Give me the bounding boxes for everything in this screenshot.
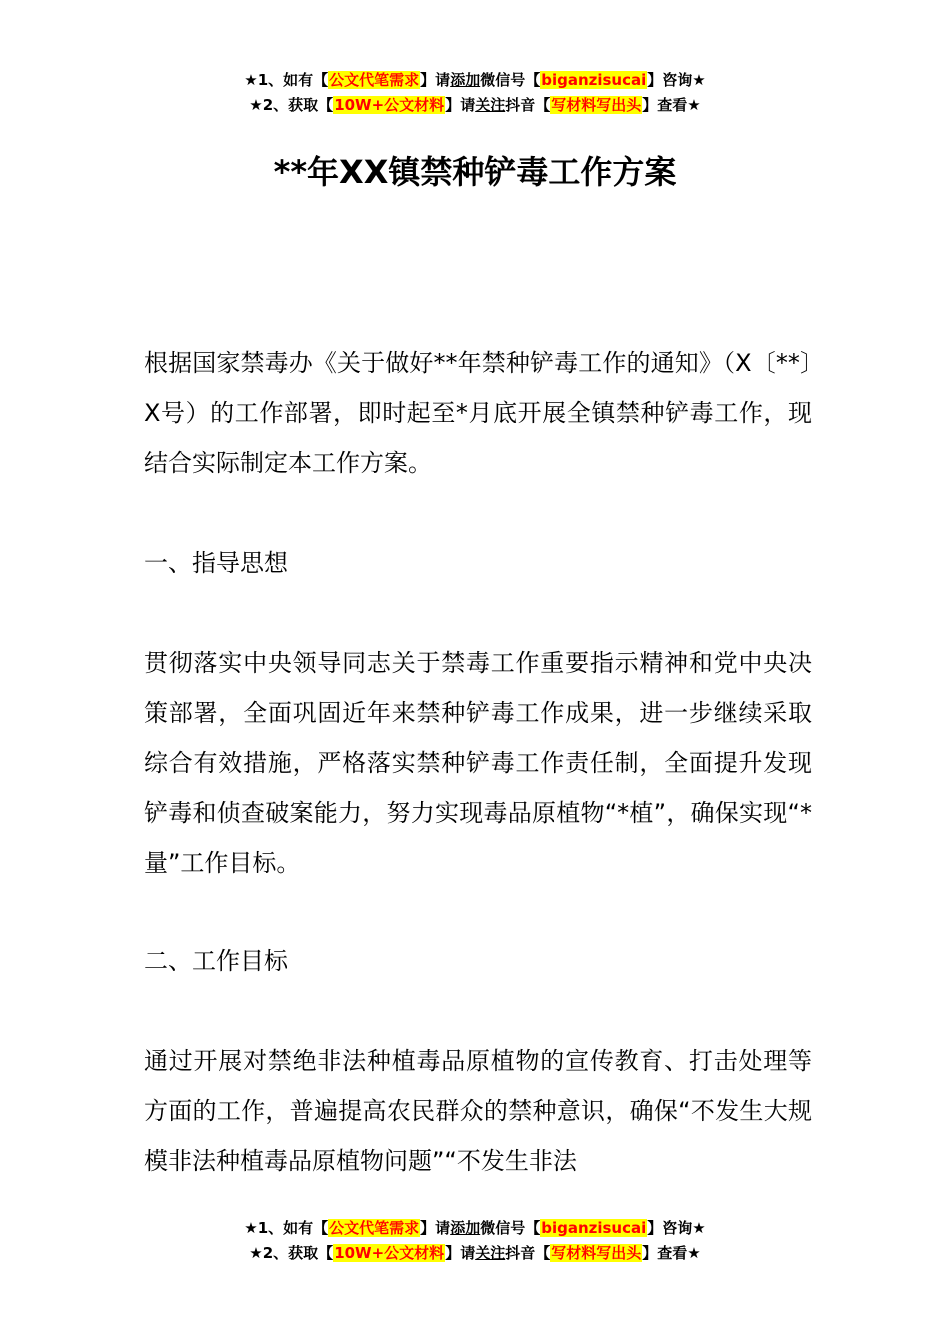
banner-text: ★1、如有【: [244, 71, 329, 89]
banner-highlight: 10W+公文材料: [334, 96, 445, 114]
banner-highlight: 公文代笔需求: [329, 71, 420, 89]
banner-text: 】请: [445, 1244, 476, 1262]
intro-paragraph: 根据国家禁毒办《关于做好**年禁种铲毒工作的通知》（X〔**〕X号）的工作部署，即时起至*月底开展全镇禁种铲毒工作，现结合实际制定本工作方案。: [144, 349, 812, 477]
banner-text: 】查看★: [642, 1244, 701, 1262]
banner-line-2: [0, 93, 950, 118]
section-body-1: 贯彻落实中央领导同志关于禁毒工作重要指示精神和党中央决策部署，全面巩固近年来禁种铲毒工作成果，进一步继续采取综合有效措施，严格落实禁种铲毒工作责任制，全面提升发现铲毒和侦查破案能力，努力实现毒品原植物“*植”，确保实现“*量”工作目标。: [144, 649, 812, 877]
banner-underline: 添加: [450, 1219, 481, 1237]
banner-text: 抖音【: [505, 1244, 551, 1262]
banner-text: 】请: [420, 1219, 451, 1237]
banner-text: 微信号【: [480, 1219, 541, 1237]
banner-highlight: 写材料写出头: [551, 1244, 642, 1262]
banner-text: 】请: [420, 71, 451, 89]
banner-underline: 添加: [450, 71, 481, 89]
banner-highlight: biganzisucai: [541, 1219, 647, 1237]
banner-text: 】查看★: [642, 96, 701, 114]
banner-line-2: [0, 1241, 950, 1266]
banner-line-1: [0, 1216, 950, 1241]
section-heading-1: 一、指导思想: [144, 549, 288, 577]
banner-text: 】咨询★: [647, 1219, 706, 1237]
banner-text: 】咨询★: [647, 71, 706, 89]
banner-text: 】请: [445, 96, 476, 114]
banner-highlight: 公文代笔需求: [329, 1219, 420, 1237]
banner-highlight: 10W+公文材料: [334, 1244, 445, 1262]
banner-text: ★2、获取【: [249, 1244, 334, 1262]
banner-highlight: 写材料写出头: [551, 96, 642, 114]
banner-text: ★1、如有【: [244, 1219, 329, 1237]
banner-line-1: [0, 68, 950, 93]
header-banner: [0, 68, 950, 118]
banner-underline: 关注: [475, 96, 506, 114]
banner-highlight: biganzisucai: [541, 71, 647, 89]
banner-underline: 关注: [475, 1244, 506, 1262]
footer-banner: [0, 1216, 950, 1266]
document-title: **年XX镇禁种铲毒工作方案: [273, 153, 677, 191]
banner-text: ★2、获取【: [249, 96, 334, 114]
section-heading-2: 二、工作目标: [144, 947, 288, 975]
banner-text: 抖音【: [505, 96, 551, 114]
banner-text: 微信号【: [480, 71, 541, 89]
section-body-2: 通过开展对禁绝非法种植毒品原植物的宣传教育、打击处理等方面的工作，普遍提高农民群众的禁种意识，确保“不发生大规模非法种植毒品原植物问题”“不发生非法: [144, 1047, 812, 1175]
